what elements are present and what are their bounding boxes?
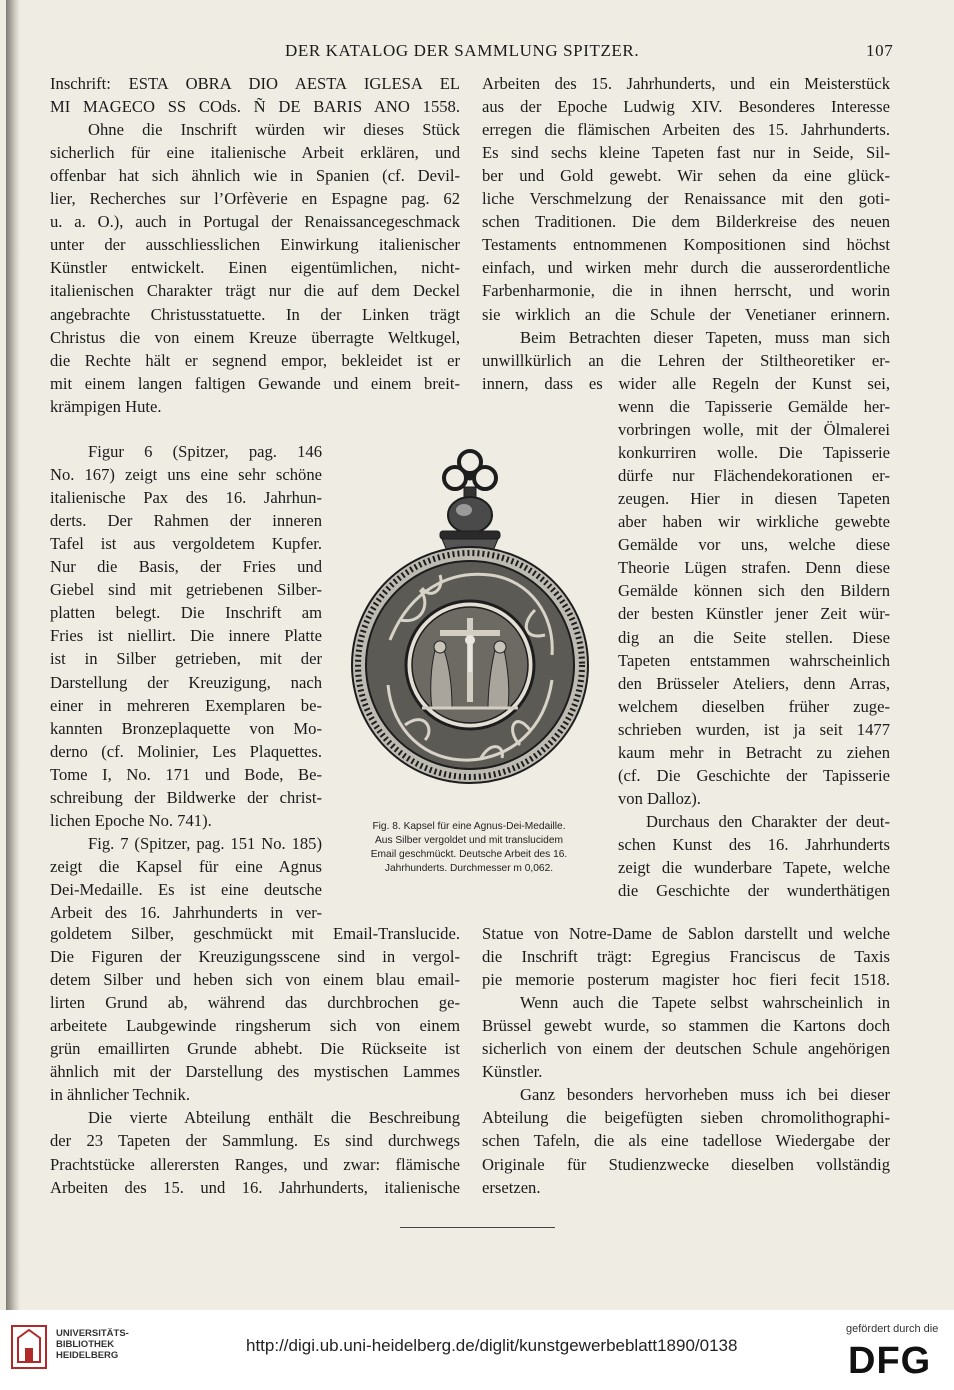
text-line: u. a. O.), auch in Portugal der Renaissancegeschmack bbox=[50, 212, 460, 232]
text-line: kannten Bronzeplaquette von Mo- bbox=[50, 718, 322, 738]
text-line: Beim Betrachten dieser Tapeten, muss man sich bbox=[520, 327, 890, 347]
text-line: zeugen. Hier in diesen Tapeten bbox=[618, 489, 890, 509]
text-line: einfach, und wirken mehr durch die ausserordentliche bbox=[482, 258, 890, 278]
text-line: Künstler entwickelt. Einen eigentümlichen, nicht- bbox=[50, 258, 460, 278]
text-line: Figur 6 (Spitzer, pag. 146 bbox=[88, 442, 322, 461]
text-line: Wenn auch die Tapete selbst wahrscheinlich in bbox=[520, 993, 890, 1013]
heidelberg-library-logo-icon bbox=[10, 1324, 48, 1370]
text-line: MI MAGECO SS COds. Ñ DE BARIS ANO 1558. bbox=[50, 97, 460, 117]
agnus-dei-capsule-figure bbox=[330, 440, 610, 815]
page-number: 107 bbox=[866, 41, 894, 60]
text-line: ähnlich mit der Darstellung des mystischen Lammes bbox=[50, 1062, 460, 1082]
text-line: ersetzen. bbox=[482, 1177, 541, 1197]
caption-line: Aus Silber vergoldet und mit translucidem bbox=[375, 835, 563, 846]
text-line: vorbringen wolle, mit der Ölmalerei bbox=[618, 420, 890, 440]
library-name-line: UNIVERSITÄTS- bbox=[56, 1328, 129, 1339]
text-line: detem Silber und heben sich von einem blau email- bbox=[50, 970, 460, 990]
text-line: krämpigen Hute. bbox=[50, 396, 162, 416]
text-line: Durchaus den Charakter der deut- bbox=[646, 811, 890, 831]
text-line: Abteilung die beigefügten sieben chromolithographi- bbox=[482, 1108, 890, 1128]
text-line: (cf. Die Geschichte der Tapisserie bbox=[618, 765, 890, 785]
text-line: Tapeten entstammen wahrscheinlich bbox=[618, 650, 890, 670]
text-line: sie wirklich an die Schule der Venetianer erinnern. bbox=[482, 304, 890, 324]
text-line: mit einem langen faltigen Gewande und einem breit- bbox=[50, 373, 460, 393]
text-line: Künstler. bbox=[482, 1062, 543, 1082]
library-name-line: BIBLIOTHEK bbox=[56, 1339, 115, 1350]
end-rule bbox=[400, 1227, 555, 1228]
text-line: Die vierte Abteilung enthält die Beschreibung bbox=[88, 1108, 460, 1128]
text-line: Arbeit des 16. Jahrhunderts in ver- bbox=[50, 903, 322, 922]
text-line: unwillkürlich an die Lehren der Stiltheoretiker er- bbox=[482, 350, 890, 370]
caption-line: Fig. 8. Kapsel für eine Agnus-Dei-Medaille. bbox=[372, 821, 566, 832]
text-line: Es sind sechs kleine Tapeten fast nur in Seide, Sil- bbox=[482, 143, 890, 163]
text-line: Originale für Studienzwecke dieselben vollständig bbox=[482, 1154, 890, 1174]
text-line: Theorie Lügen strafen. Denn diese bbox=[618, 558, 890, 578]
figure-caption bbox=[334, 820, 604, 876]
text-line: von Dalloz). bbox=[618, 788, 701, 808]
text-line: Ganz besonders hervorheben muss ich bei dieser bbox=[520, 1085, 890, 1105]
text-line: unter der ausschliesslichen Einwirkung italienischer bbox=[50, 235, 460, 255]
page-spine-shadow bbox=[6, 0, 20, 1310]
text-line: der besten Künstler jener Zeit wür- bbox=[618, 604, 890, 624]
text-line: pie memorie posterum magister hoc fieri fecit 1518. bbox=[482, 970, 890, 990]
text-line: Tome I, No. 171 und Bode, Be- bbox=[50, 764, 322, 784]
text-line: italienischen Charakter trägt nur die auf dem Deckel bbox=[50, 281, 460, 301]
text-line: Arbeiten des 15. und 16. Jahrhunderts, italienische bbox=[50, 1177, 460, 1197]
text-line: derts. Der Rahmen der inneren bbox=[50, 511, 322, 531]
text-line: schreibung der Bildwerke der christ- bbox=[50, 787, 322, 807]
text-line: sicherlich von einem der deutschen Schule angehörigen bbox=[482, 1039, 890, 1059]
text-line: zeigt die Kapsel für eine Agnus bbox=[50, 856, 322, 876]
text-line: innern, dass es wider alle Regeln der Kunst sei, bbox=[482, 373, 890, 393]
text-line: Gemälde vor uns, welche diese bbox=[618, 535, 890, 555]
text-line: liche Verschmelzung der Renaissance mit den goti- bbox=[482, 189, 890, 209]
text-line: dürfe nur Flächendekorationen er- bbox=[618, 466, 890, 486]
funding-label: gefördert durch die bbox=[846, 1323, 939, 1335]
text-line: den Brüsseler Ateliers, denn Arras, bbox=[618, 673, 890, 693]
text-line: Arbeiten des 15. Jahrhunderts, und ein Meisterstück bbox=[482, 74, 890, 93]
text-line: Darstellung der Kreuzigung, nach bbox=[50, 672, 322, 692]
text-line: einer in mehreren Exemplaren be- bbox=[50, 695, 322, 715]
text-line: wenn die Tapisserie Gemälde her- bbox=[618, 397, 890, 416]
caption-line: Jahrhunderts. Durchmesser m 0,062. bbox=[384, 863, 554, 874]
text-line: sicherlich für eine italienische Arbeit erklären, und bbox=[50, 143, 460, 163]
text-line: grün emaillirten Grunde abhebt. Die Rückseite ist bbox=[50, 1039, 460, 1059]
text-line: Christus die von einem Kreuze überragte Weltkugel, bbox=[50, 327, 460, 347]
text-line: Farbenharmonie, die in ihnen herrscht, und worin bbox=[482, 281, 890, 301]
text-line: Fig. 7 (Spitzer, pag. 151 No. 185) bbox=[88, 833, 322, 853]
permalink-url[interactable]: http://digi.ub.uni-heidelberg.de/diglit/kunstgewerbeblatt1890/0138 bbox=[246, 1336, 738, 1355]
text-line: schen Traditionen. Die dem Bilderkreise des neuen bbox=[482, 212, 890, 232]
text-line: aber haben wir wirkliche gewebte bbox=[618, 512, 890, 532]
dfg-logo: DFG bbox=[848, 1340, 932, 1382]
text-line: Fries ist niellirt. Die innere Platte bbox=[50, 626, 322, 646]
text-line: goldetem Silber, geschmückt mit Email-Translucide. bbox=[50, 924, 460, 943]
text-line: Testaments entnommenen Kompositionen sind höchst bbox=[482, 235, 890, 255]
text-line: dig an die Seite stellen. Diese bbox=[618, 627, 890, 647]
text-line: Statue von Notre-Dame de Sablon darstellt und welche bbox=[482, 924, 890, 943]
text-line: die Rechte hält er segnend empor, bekleidet ist er bbox=[50, 350, 460, 370]
text-line: schrieben wurden, ist ja seit 1477 bbox=[618, 719, 890, 739]
text-line: erregen die flämischen Arbeiten des 15. Jahrhunderts. bbox=[482, 120, 890, 140]
text-line: lichen Epoche No. 741). bbox=[50, 810, 212, 830]
text-line: No. 167) zeigt uns eine sehr schöne bbox=[50, 465, 322, 485]
text-line: derno (cf. Molinier, Les Plaquettes. bbox=[50, 741, 322, 761]
text-line: arbeitete Laubgewinde ringsherum sich von einem bbox=[50, 1016, 460, 1036]
viewer-footer bbox=[0, 1310, 954, 1390]
text-line: aus der Epoche Ludwig XIV. Besonderes Interesse bbox=[482, 97, 890, 117]
text-line: Die Figuren der Kreuzigungsscene sind in vergol- bbox=[50, 947, 460, 967]
text-line: angebrachte Christusstatuette. In der Linken trägt bbox=[50, 304, 460, 324]
caption-line: Email geschmückt. Deutsche Arbeit des 16. bbox=[370, 849, 568, 860]
text-line: konkurriren wolle. Die Tapisserie bbox=[618, 443, 890, 463]
text-line: lirten Grund ab, während das durchbrochen ge- bbox=[50, 993, 460, 1013]
text-line: offenbar hat sich ähnlich wie in Spanien (cf. Devil- bbox=[50, 166, 460, 186]
text-line: Ohne die Inschrift würden wir dieses Stück bbox=[88, 120, 460, 140]
text-line: der 23 Tapeten der Sammlung. Es sind durchwegs bbox=[50, 1131, 460, 1151]
library-name bbox=[56, 1328, 129, 1361]
text-line: die Geschichte der wunderthätigen bbox=[618, 881, 890, 901]
text-line: in ähnlicher Technik. bbox=[50, 1085, 190, 1105]
text-line: italienische Pax des 16. Jahrhun- bbox=[50, 488, 322, 508]
text-line: Prachtstücke allerersten Ranges, und zwar: flämische bbox=[50, 1154, 460, 1174]
text-line: Brüssel gewebt wurde, so stammen die Kartons doch bbox=[482, 1016, 890, 1036]
text-line: kaum mehr in Betracht zu ziehen bbox=[618, 742, 890, 762]
text-line: Inschrift: ESTA OBRA DIO AESTA IGLESA EL bbox=[50, 74, 460, 93]
text-line: Giebel sind mit getriebenen Silber- bbox=[50, 580, 322, 600]
text-line: zeigt die wunderbare Tapete, welche bbox=[618, 858, 890, 877]
text-line: ist in Silber getrieben, mit der bbox=[50, 649, 322, 669]
running-title: DER KATALOG DER SAMMLUNG SPITZER. bbox=[285, 41, 640, 60]
library-name-line: HEIDELBERG bbox=[56, 1350, 119, 1361]
text-line: Nur die Basis, der Fries und bbox=[50, 557, 322, 577]
text-line: lier, Recherches sur l’Orfèverie en Espagne pag. 62 bbox=[50, 189, 460, 209]
text-line: schen Tafeln, die als eine tadellose Wiedergabe der bbox=[482, 1131, 890, 1151]
text-line: platten belegt. Die Inschrift am bbox=[50, 603, 322, 623]
text-line: Dei-Medaille. Es ist eine deutsche bbox=[50, 879, 322, 899]
text-line: Gemälde können sich den Bildern bbox=[618, 581, 890, 601]
text-line: Tafel ist aus vergoldetem Kupfer. bbox=[50, 534, 322, 554]
text-line: schen Kunst des 16. Jahrhunderts bbox=[618, 834, 890, 854]
text-line: die Inschrift trägt: Egregius Franciscus de Taxis bbox=[482, 947, 890, 967]
text-line: ber und Gold gewebt. Wir sehen da eine glück- bbox=[482, 166, 890, 186]
text-line: welchem dieselben früher zuge- bbox=[618, 696, 890, 716]
